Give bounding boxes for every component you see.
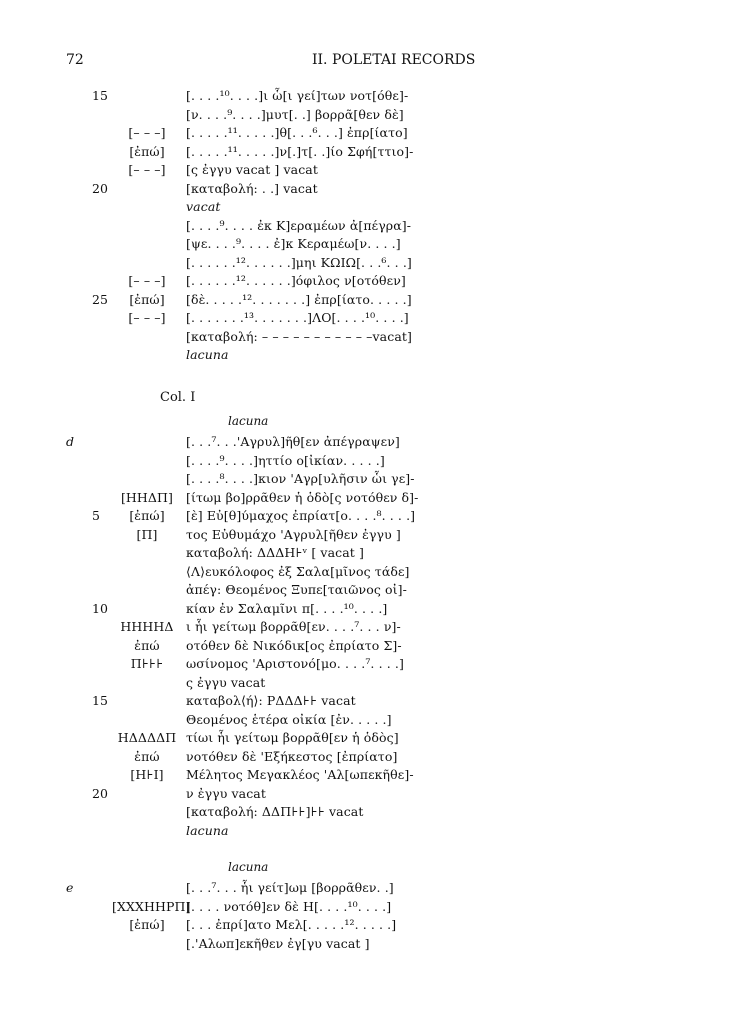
- line-text: [.'Αλωπ]εκῆθεν ἐγ[γυ vacat ]: [186, 935, 370, 951]
- line-text: [. . . . . .¹². . . . . .]μηι ΚΩΙΩ[. . .⁶. . .]: [186, 254, 412, 270]
- line-text: lacuna: [186, 347, 229, 362]
- margin-entry: [ἐπώ]: [129, 917, 165, 932]
- margin-entry: [ΗΗΔΠ]: [120, 489, 174, 505]
- line-text: Θεομένος ἑτέρα οἰκία [ἐν. . . . .]: [186, 711, 392, 727]
- line-text: [ν. . . .⁹. . . .]μυτ[. .] βορρᾶ[θεν δὲ]: [186, 106, 404, 122]
- margin-entry: ἐπώ: [134, 748, 160, 764]
- line-text: κίαν ἐν Σαλαμῖνι π[. . . .¹⁰. . . .]: [186, 600, 388, 616]
- line-text: ν ἐγγυ vacat: [186, 785, 266, 801]
- line-text: [. . . .⁹. . . .]ηττίο ο[ἰκίαν. . . . .]: [186, 452, 385, 468]
- line-text: νοτόθεν δὲ 'Εξήκεστος [ἐπρίατο]: [186, 748, 398, 764]
- line-text: ⟨Λ⟩ευκόλοφος ἐξ Σαλα[μῖνος τάδε]: [186, 563, 410, 579]
- column-heading: Col. I: [160, 390, 196, 405]
- line-text: [. . . .⁸. . . .]κιον 'Αγρ[υλῆσιν ὧι γε]-: [186, 471, 415, 486]
- margin-entry: [ἐπώ]: [129, 508, 165, 523]
- margin-entry: Π⊦⊦⊦: [130, 656, 164, 671]
- line-number: 10: [92, 600, 108, 616]
- margin-entry: [Π]: [136, 526, 158, 542]
- line-number: 15: [92, 88, 108, 103]
- margin-entry: [– – –]: [128, 310, 166, 325]
- line-text: ωσίνομος 'Αριστονό[μο. . . .⁷. . . .]: [186, 656, 404, 671]
- line-text: [καταβολή: – – – – – – – – – – –vacat]: [186, 328, 412, 344]
- line-text: τίωι ἧι γείτωμ βορρᾶθ[εν ἡ ὁδὸς]: [186, 730, 399, 745]
- line-text: [ψε. . . .⁹. . . . ἐ]κ Κεραμέω[ν. . . .]: [186, 236, 401, 251]
- lacuna-label-e: lacuna: [228, 860, 269, 874]
- margin-entry: [ΧΧΧΗΗΡΠ]: [112, 898, 191, 914]
- line-number: 20: [92, 180, 108, 196]
- line-text: καταβολ⟨ή⟩: ΡΔΔΔ⊦⊦ vacat: [186, 693, 356, 708]
- line-text: ς ἐγγυ vacat: [186, 674, 266, 690]
- line-text: καταβολή: ΔΔΔΗ⊦ᵛ [ vacat ]: [186, 545, 364, 560]
- line-text: [ίτωμ βο]ρρᾶθεν ἡ ὁδὸ[ς νοτόθεν δ]-: [186, 489, 419, 505]
- line-text: τος Εὐθυμάχο 'Αγρυλ[ῆθεν ἐγγυ ]: [186, 526, 401, 542]
- line-text: [. . . .⁹. . . . ἐκ Κ]εραμέων ἀ[πέγρα]-: [186, 217, 412, 233]
- page-number: 72: [66, 52, 84, 68]
- margin-entry: ἐπώ: [134, 637, 160, 653]
- margin-entry: ΗΗΗΗΔ: [120, 619, 174, 634]
- margin-entry: [ἐπώ]: [129, 291, 165, 307]
- line-number: 5: [92, 508, 100, 523]
- section-letter-d: d: [66, 434, 75, 449]
- line-text: [. . . . νοτόθ]εν δὲ Η[. . . .¹⁰. . . .]: [186, 898, 392, 914]
- line-text: [. . . . .¹¹. . . . .]ν[.]τ[. .]ίο Σφή[ττιο]-: [186, 143, 414, 159]
- line-text: [ς ἐγγυ vacat ] vacat: [186, 162, 318, 177]
- section-letter-e: e: [66, 880, 74, 895]
- line-text: lacuna: [186, 822, 229, 838]
- line-text: [καταβολή: ΔΔΠ⊦⊦]⊦⊦ vacat: [186, 804, 364, 819]
- line-text: [. . .⁷. . .'Αγρυλ]ῆθ[εν ἀπέγραψεν]: [186, 434, 400, 449]
- margin-entry: [Η⊦Ι]: [130, 767, 164, 782]
- line-text: [. . . .¹⁰. . . .]ι ὧ[ι γεί]των νοτ[όθε]-: [186, 88, 409, 103]
- running-title: II. POLETAI RECORDS: [312, 52, 476, 68]
- margin-entry: [– – –]: [128, 273, 166, 288]
- line-text: [. . . ἐπρί]ατο Μελ[. . . . .¹². . . . .]: [186, 917, 397, 932]
- line-text: [. . .⁷. . . ἧι γείτ]ωμ [βορρᾶθεν. .]: [186, 880, 394, 895]
- line-text: ἀπέγ: Θεομένος Ξυπε[ταιῶνος οἰ]-: [186, 582, 407, 597]
- line-text: ι ἧι γείτωμ βορρᾶθ[εν. . . .⁷. . . ν]-: [186, 619, 401, 634]
- line-text: [. . . . . .¹². . . . . .]όφιλος ν[οτόθεν]: [186, 273, 406, 288]
- line-text: Μέλητος Μεγακλέος 'Αλ[ωπεκῆθε]-: [186, 767, 414, 782]
- line-number: 20: [92, 785, 108, 801]
- line-text: vacat: [186, 199, 221, 214]
- line-number: 25: [92, 291, 108, 307]
- margin-entry: ΗΔΔΔΔΠ: [117, 730, 177, 745]
- line-text: [. . . . . . .¹³. . . . . . .]ΛΟ[. . . .¹⁰. . . .]: [186, 310, 409, 325]
- line-text: [. . . . .¹¹. . . . .]θ[. . .⁶. . .] ἐπρ[ίατο]: [186, 125, 408, 140]
- line-text: [ὲ] Εὐ[θ]ύμαχος ἐπρίατ[ο. . . .⁸. . . .]: [186, 508, 416, 523]
- line-text: οτόθεν δὲ Νικόδικ[ος ἐπρίατο Σ]-: [186, 637, 402, 653]
- margin-entry: [– – –]: [128, 162, 166, 177]
- line-text: [καταβολή: . .] vacat: [186, 180, 318, 196]
- margin-entry: [– – –]: [128, 125, 166, 140]
- line-text: [δὲ. . . . .¹². . . . . . .] ἐπρ[ίατο. . . . .]: [186, 291, 412, 307]
- line-number: 15: [92, 693, 108, 708]
- margin-entry: [ἐπώ]: [129, 143, 165, 159]
- lacuna-label-d: lacuna: [228, 414, 269, 428]
